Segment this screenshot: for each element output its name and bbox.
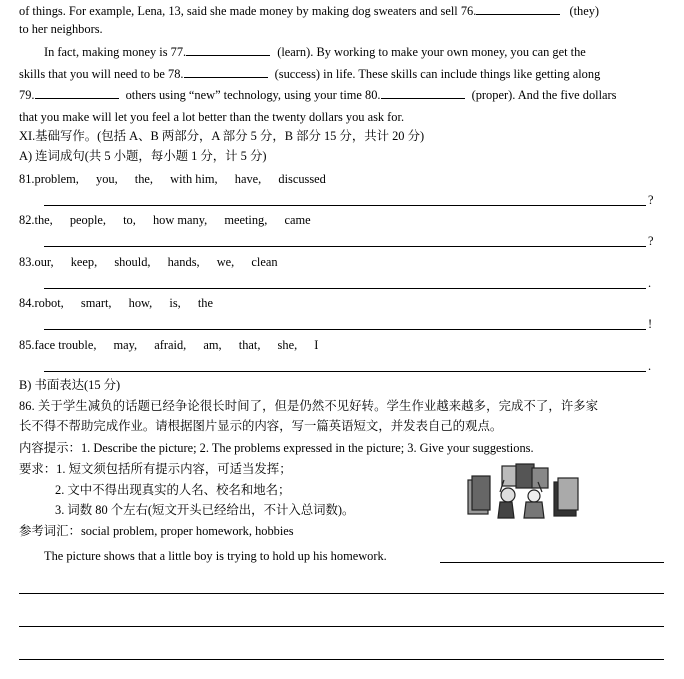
- requirement-3: 3. 词数 80 个左右(短文开头已经给出，不计入总词数)。: [55, 503, 355, 517]
- passage-line-1: [19, 3, 670, 19]
- word: to,: [123, 213, 136, 227]
- passage-line-2: to her neighbors.: [19, 22, 103, 36]
- end-mark-85: .: [648, 359, 652, 373]
- passage-text: In fact, making money is 77.: [44, 45, 187, 59]
- passage-line-6: that you make will let you feel a lot better than the twenty dollars you ask for.: [19, 110, 405, 124]
- requirement-text: 1. 短文须包括所有提示内容，可适当发挥；: [56, 462, 292, 476]
- word: she,: [277, 338, 298, 352]
- word: the: [197, 296, 213, 310]
- blank-80[interactable]: [381, 87, 465, 99]
- hint-word: (they): [569, 4, 600, 18]
- answer-line-81[interactable]: [44, 205, 646, 206]
- reference-vocabulary: 参考词汇：social problem, proper homework, hobbies: [19, 524, 294, 538]
- requirement-2: 2. 文中不得出现真实的人名、校名和地名；: [55, 483, 291, 497]
- word: you,: [96, 172, 118, 186]
- passage-line-5: [19, 87, 670, 103]
- word: discussed: [278, 172, 326, 186]
- blank-77[interactable]: [186, 44, 270, 56]
- word: with him,: [170, 172, 218, 186]
- answer-line-84[interactable]: [44, 329, 646, 330]
- item-81-words: [19, 171, 670, 187]
- requirement-label: 要求：: [19, 462, 57, 476]
- passage-text: (proper). And the five dollars: [471, 88, 617, 102]
- writing-line-2[interactable]: [19, 593, 664, 594]
- end-mark-81: ?: [648, 193, 654, 207]
- section-xi-title: XI.基础写作。(包括 A、B 两部分，A 部分 5 分，B 部分 15 分，共计 20 分): [19, 129, 425, 143]
- answer-line-85[interactable]: [44, 371, 646, 372]
- word: robot,: [34, 296, 64, 310]
- passage-line-3: [44, 44, 670, 60]
- item-84-words: [19, 295, 670, 311]
- item-number: 83.: [19, 255, 35, 269]
- passage-text: skills that you will need to be 78.: [19, 67, 184, 81]
- writing-line-4[interactable]: [19, 659, 664, 660]
- passage-line-4: [19, 66, 670, 82]
- word: have,: [234, 172, 262, 186]
- end-mark-82: ?: [648, 234, 654, 248]
- word: smart,: [80, 296, 112, 310]
- blank-76[interactable]: [476, 3, 560, 15]
- word: we,: [216, 255, 235, 269]
- word: problem,: [34, 172, 79, 186]
- word: came: [284, 213, 311, 227]
- writing-line-3[interactable]: [19, 626, 664, 627]
- answer-line-83[interactable]: [44, 288, 646, 289]
- blank-78[interactable]: [184, 66, 268, 78]
- passage-text: others using “new” technology, using your time 80.: [125, 88, 381, 102]
- word: our,: [34, 255, 54, 269]
- item-83-words: [19, 254, 670, 270]
- passage-text: of things. For example, Lena, 13, said she made money by making dog sweaters and sell 76.: [19, 4, 477, 18]
- item-number: 81.: [19, 172, 35, 186]
- homework-cartoon-icon: [462, 462, 584, 520]
- word: clean: [251, 255, 278, 269]
- item-number: 82.: [19, 213, 35, 227]
- q86-prompt-line-1: 86. 关于学生减负的话题已经争论很长时间了，但是仍然不见好转。学生作业越来越多，完成不了，许多家: [19, 399, 599, 413]
- word: is,: [169, 296, 181, 310]
- blank-79[interactable]: [35, 87, 119, 99]
- word: the,: [34, 213, 53, 227]
- item-number: 85.: [19, 338, 35, 352]
- word: hands,: [167, 255, 200, 269]
- word: the,: [134, 172, 154, 186]
- passage-text: (success) in life. These skills can include things like getting along: [274, 67, 601, 81]
- q86-prompt-line-2: 长不得不帮助完成作业。请根据图片显示的内容，写一篇英语短文，并发表自己的观点。: [19, 419, 503, 433]
- word: afraid,: [154, 338, 187, 352]
- word: keep,: [70, 255, 98, 269]
- word: may,: [113, 338, 138, 352]
- end-mark-84: !: [648, 317, 653, 331]
- passage-text: 79.: [19, 88, 35, 102]
- item-85-words: [19, 337, 670, 353]
- writing-line-1[interactable]: [440, 562, 664, 563]
- answer-line-82[interactable]: [44, 246, 646, 247]
- word: face trouble,: [34, 338, 97, 352]
- word: am,: [203, 338, 222, 352]
- word: should,: [114, 255, 151, 269]
- word: that,: [238, 338, 261, 352]
- content-hints: 内容提示：1. Describe the picture; 2. The problems expressed in the picture; 3. Give your suggestions.: [19, 441, 534, 455]
- word: how,: [128, 296, 153, 310]
- word: meeting,: [224, 213, 268, 227]
- word: how many,: [152, 213, 208, 227]
- passage-text: (learn). By working to make your own money, you can get the: [277, 45, 586, 59]
- part-b-title: B) 书面表达(15 分): [19, 378, 121, 392]
- end-mark-83: .: [648, 276, 652, 290]
- word: people,: [69, 213, 106, 227]
- item-82-words: [19, 212, 670, 228]
- part-a-title: A) 连词成句(共 5 小题，每小题 1 分，计 5 分): [19, 149, 267, 163]
- opening-sentence: The picture shows that a little boy is trying to hold up his homework.: [44, 549, 387, 563]
- item-number: 84.: [19, 296, 35, 310]
- word: I: [314, 338, 319, 352]
